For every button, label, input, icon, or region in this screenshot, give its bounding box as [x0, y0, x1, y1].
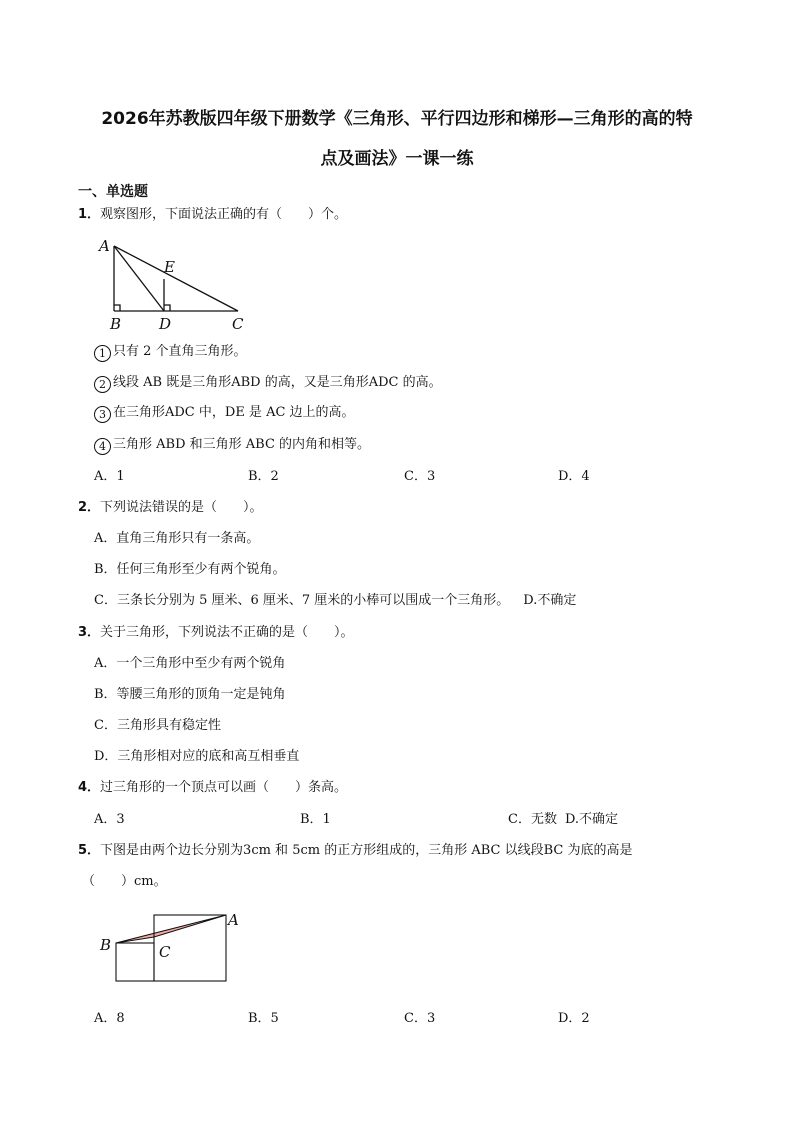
q2-number: 2．	[78, 500, 101, 515]
q1-stem	[78, 206, 347, 224]
q5-stem-text: 下图是由两个边长分别为3cm 和 5cm 的正方形组成的，三角形 ABC 以线段BC 为底的高是	[100, 843, 633, 858]
q5-shaded-triangle	[116, 915, 226, 943]
q2-option-a[interactable]: A．直角三角形只有一条高。	[94, 531, 260, 546]
section-heading: 一、单选题	[78, 184, 148, 200]
q1-statement-2	[94, 374, 442, 393]
q1-option-a[interactable]: A．1	[94, 469, 125, 484]
q1-statement-3-text: 在三角形ADC 中，DE 是 AC 边上的高。	[113, 405, 355, 420]
q5-number: 5．	[78, 843, 101, 858]
circle-number-4: 4	[94, 438, 111, 455]
q5-label-a: A	[228, 911, 239, 929]
q1-option-d[interactable]: D．4	[558, 469, 590, 484]
q1-statement-3	[94, 404, 355, 423]
q1-statement-1	[94, 343, 247, 362]
q5-option-d[interactable]: D．2	[558, 1011, 590, 1026]
circle-number-2: 2	[94, 376, 111, 393]
q4-option-c[interactable]: C．无数	[508, 812, 557, 827]
q1-statement-2-text: 线段 AB 既是三角形ABD 的高，又是三角形ADC 的高。	[113, 375, 442, 390]
q1-label-d: D	[159, 315, 172, 333]
q4-number: 4．	[78, 780, 101, 795]
circle-number-3: 3	[94, 406, 111, 423]
q1-option-b[interactable]: B．2	[248, 469, 279, 484]
q1-number: 1．	[78, 207, 101, 222]
q1-label-a: A	[99, 237, 110, 255]
q1-statement-4	[94, 436, 370, 455]
q2-option-d[interactable]: D.不确定	[523, 593, 577, 608]
q4-option-d[interactable]: D.不确定	[564, 812, 619, 827]
q4-option-b[interactable]: B．1	[300, 812, 331, 827]
q1-label-b: B	[110, 315, 122, 333]
q5-stem	[78, 842, 632, 860]
q2-option-c[interactable]: C．三条长分别为 5 厘米、6 厘米、7 厘米的小棒可以围成一个三角形。	[94, 593, 510, 608]
q4-option-c-row	[508, 811, 618, 829]
q3-stem	[78, 624, 354, 642]
q2-stem-text: 下列说法错误的是（ ）。	[100, 500, 263, 515]
q4-stem-text: 过三角形的一个顶点可以画（ ）条高。	[100, 780, 348, 795]
q5-option-c[interactable]: C．3	[404, 1011, 436, 1026]
q5-option-b[interactable]: B．5	[248, 1011, 279, 1026]
q3-option-b[interactable]: B．等腰三角形的顶角一定是钝角	[94, 687, 286, 702]
q5-label-b: B	[100, 936, 112, 954]
q1-figure	[96, 236, 256, 336]
q3-option-a[interactable]: A．一个三角形中至少有两个锐角	[94, 656, 286, 671]
page-title-line-1: 2026年苏教版四年级下册数学《三角形、平行四边形和梯形—三角形的高的特	[101, 109, 693, 129]
q4-stem	[78, 779, 347, 797]
q1-stem-text: 观察图形，下面说法正确的有（ ）个。	[100, 207, 348, 222]
q3-stem-text: 关于三角形，下列说法不正确的是（ ）。	[100, 625, 354, 640]
q1-label-e: E	[164, 258, 175, 276]
q4-option-a[interactable]: A．3	[94, 812, 125, 827]
circle-number-1: 1	[94, 345, 111, 362]
q3-number: 3．	[78, 625, 101, 640]
q2-option-c-row	[94, 592, 576, 610]
q3-option-d[interactable]: D．三角形相对应的底和高互相垂直	[94, 749, 300, 764]
q1-statement-1-text: 只有 2 个直角三角形。	[113, 344, 247, 359]
q1-option-c[interactable]: C．3	[404, 469, 436, 484]
q2-stem	[78, 499, 263, 517]
q5-stem-continued: （ ）cm。	[82, 874, 167, 889]
q2-option-b[interactable]: B．任何三角形至少有两个锐角。	[94, 562, 286, 577]
q1-statement-4-text: 三角形 ABD 和三角形 ABC 的内角和相等。	[113, 437, 371, 452]
q1-label-c: C	[232, 315, 244, 333]
page-title-line-2: 点及画法》一课一练	[320, 149, 474, 169]
q3-option-c[interactable]: C．三角形具有稳定性	[94, 718, 221, 733]
q5-figure	[96, 905, 256, 990]
q5-label-c: C	[159, 943, 171, 961]
q5-option-a[interactable]: A．8	[94, 1011, 125, 1026]
